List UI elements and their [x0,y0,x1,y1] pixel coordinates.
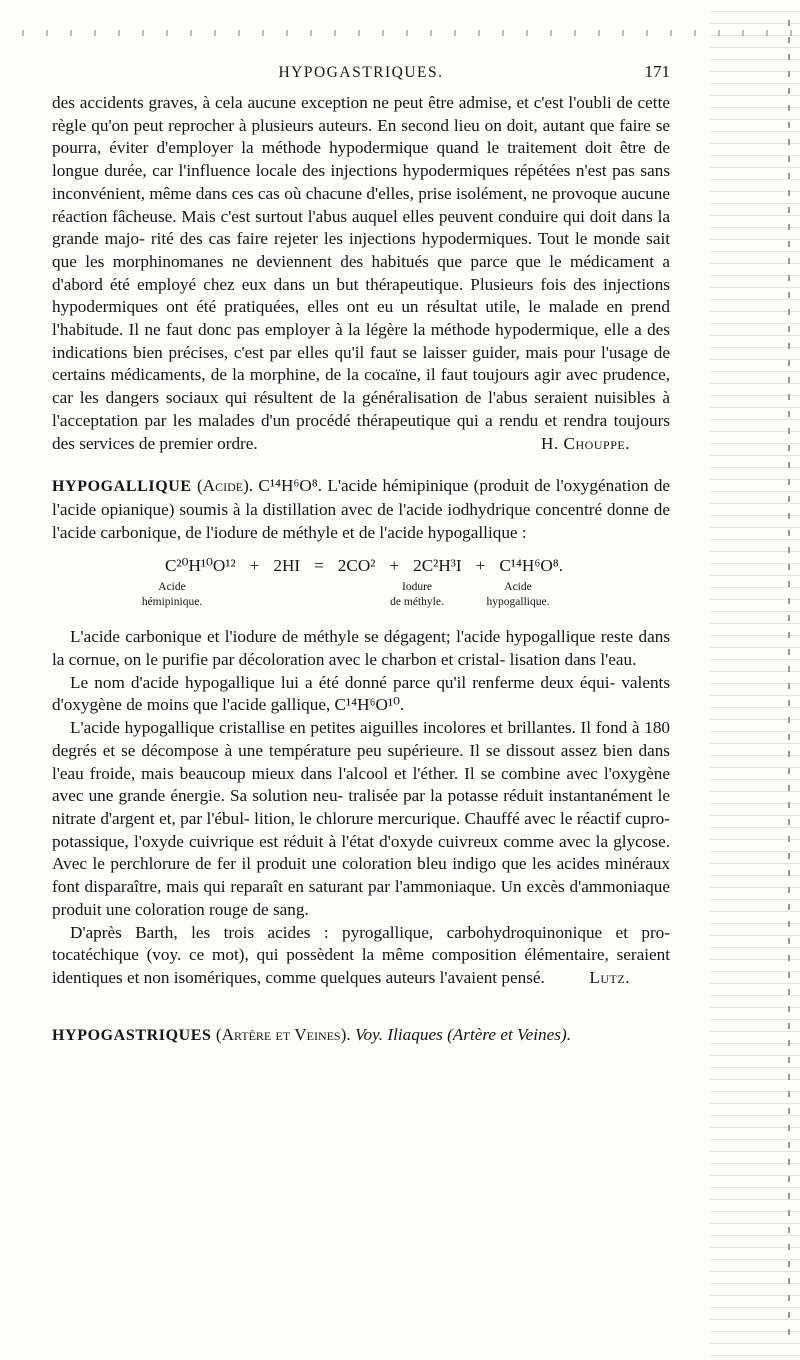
text-line: autant que faire se pourra, éviter d'employer la méthode hypodermique quand [52,115,671,158]
text-line: d'ammoniaque produit une coloration rouge de sang. [52,877,670,919]
equation-operator: = [314,556,324,576]
equation-term: 2CO² [337,556,376,576]
text-line: malade en prend l'habitude. Il ne faut donc pas employer à la légère la méthode [52,297,670,340]
text-line: de l'acide hypogallique : [358,522,527,542]
text-line: fond à 180 degrés et se décompose à une température peu supérieure. Il se [52,718,671,760]
document-page [52,62,670,1047]
text-line: tralisée par la potasse réduit instantanément le nitrate d'argent et, par l'ébul- [52,786,670,828]
text-line: la cocaïne, il faut toujours agir avec prudence, car les dangers sociaux qui [52,365,671,408]
page-header [52,62,670,92]
text-line: lition, le chlorure mercurique. Chauffé avec le réactif cupro-potassique, l'oxyde [52,809,671,851]
chemical-formula: C¹⁴H⁶O⁸. [258,476,323,496]
text-line: L'acide carbonique et l'iodure de méthyle se dégagent; l'acide hypogallique [70,627,596,647]
text-line: des accidents graves, à cela aucune exception ne peut être admise, et c'est l'oubli [52,93,612,112]
entry-intro [52,475,670,544]
equation-operator: + [475,556,486,576]
text-line: Le nom d'acide hypogallique lui a été donné parce qu'il renferme deux équi- [70,672,616,692]
text-line: cuivrique est réduit à l'état d'oxyde cuivreux comme avec la glycose. Avec le [52,831,671,874]
running-title: HYPOGASTRIQUES. [278,64,444,81]
entry-intro [52,1024,670,1048]
equation-label: Acide hypogallique. [486,581,550,609]
cross-reference: Voy. Iliaques (Artère et Veines). [354,1024,571,1044]
article-text [52,92,670,455]
text-line: tocatéchique (voy. ce mot), qui possèdent la même composition élémentaire, [52,945,609,965]
text-line: c'est surtout l'abus auquel elles peuvent conduire qui doit dans la grande majo- [52,206,671,249]
scan-noise-margin [710,0,800,1360]
text-line: dissout assez bien dans l'eau froide, mais beaucoup mieux dans l'alcool et [52,740,670,783]
text-line: d'abord été employé chez eux dans un but thérapeutique. Plusieurs fois des [52,274,597,294]
equation-term: 2C²H³I [413,556,462,576]
text-line: hypodermique, elle a des indications bien précises, c'est par elles qu'il faut se [52,320,670,362]
entry-qualifier: (Artère et Veines). [215,1024,351,1044]
text-line: malades d'un procédé thérapeutique qui a rendu et rendra toujours des services [52,410,670,453]
equation-term: C²⁰H¹⁰O¹² [164,556,236,576]
text-line: de premier ordre. [138,433,258,453]
paragraph [52,672,670,717]
text-line: iodhydrique concentré donne de l'acide carbonique, de l'iodure de méthyle et [52,499,670,542]
author-signature: H. Chouppe. [541,433,630,453]
equation-operator: + [249,556,260,576]
text-line: chacune d'elles, prise isolément, ne provoque aucune réaction fâcheuse. Mais [52,183,671,226]
text-line: seraient identiques et non isomériques, comme quelques auteurs l'avaient [52,945,671,987]
equation-operator: + [389,556,400,576]
entry-headword: HYPOGASTRIQUES [52,1026,212,1044]
text-line: l'oxygénation de l'acide opianique) soumis à la distillation avec de l'acide [52,476,671,519]
equation-label: Acide hémipinique. [141,581,203,609]
text-line: les morphinomanes ne deviennent des habitués que parce que le médicament a [85,251,670,271]
author-signature: Lutz. [589,967,630,987]
text-line: lisation dans l'eau. [509,650,637,670]
text-line: perchlorure de fer il produit une coloration bleu indigo que les acides minéraux [110,854,671,874]
page-number: 171 [644,62,670,81]
text-line: reste dans la cornue, on le purifie par décoloration avec le charbon et cristal- [52,627,671,670]
text-line: rité des cas faire rejeter les injections hypodermiques. Tout le monde sait que [52,229,671,271]
entry-qualifier: (Acide). [196,476,254,496]
text-line: D'après Barth, les trois acides : pyrogallique, carbohydroquinonique et pro- [70,922,670,942]
text-line: le traitement doit être de longue durée, car l'influence locale des injections [52,138,671,181]
chemical-equation [58,556,670,576]
text-line: pensé. [501,967,545,987]
text-line: injections hypodermiques ont été pratiquées, elles ont eu un résultat utile, le [52,274,671,317]
text-line: l'éther. Il se combine avec l'oxygène avec une grande énergie. Sa solution neu- [52,763,670,806]
text-line: L'acide hypogallique cristallise en petites aiguilles incolores et brillantes. Il [70,718,592,738]
equation-term: C¹⁴H⁶O⁸. [499,556,564,576]
equation-term: 2HI [273,556,301,576]
paragraph [52,626,670,671]
scan-noise-top [0,30,800,36]
equation-legend [52,580,670,620]
text-line: hypodermiques répétées n'est pas sans inconvénient, même dans ces cas où [52,161,671,203]
text-line: résultent de la généralisation de l'abus seraient nuisibles à l'acceptation par les [52,388,671,430]
text-line: valents d'oxygène de moins que l'acide gallique, C¹⁴H⁶O¹⁰. [52,672,671,715]
entry-hypogastriques [52,1024,670,1048]
entry-headword: HYPOGALLIQUE [52,478,192,496]
entry-hypogallique [52,475,670,989]
text-line: font disparaître, mais qui reparaît en saturant par l'ammoniaque. Un excès [52,877,565,897]
text-line: laisser guider, mais pour l'usage de certains médicaments, de la morphine, de [52,342,671,385]
paragraph [52,717,670,921]
equation-label: Iodure de méthyle. [390,581,444,609]
text-line: L'acide hémipinique (produit de [327,476,551,496]
text-line: de cette règle qu'on peut reprocher à plusieurs auteurs. En second lieu on doit, [52,93,670,135]
